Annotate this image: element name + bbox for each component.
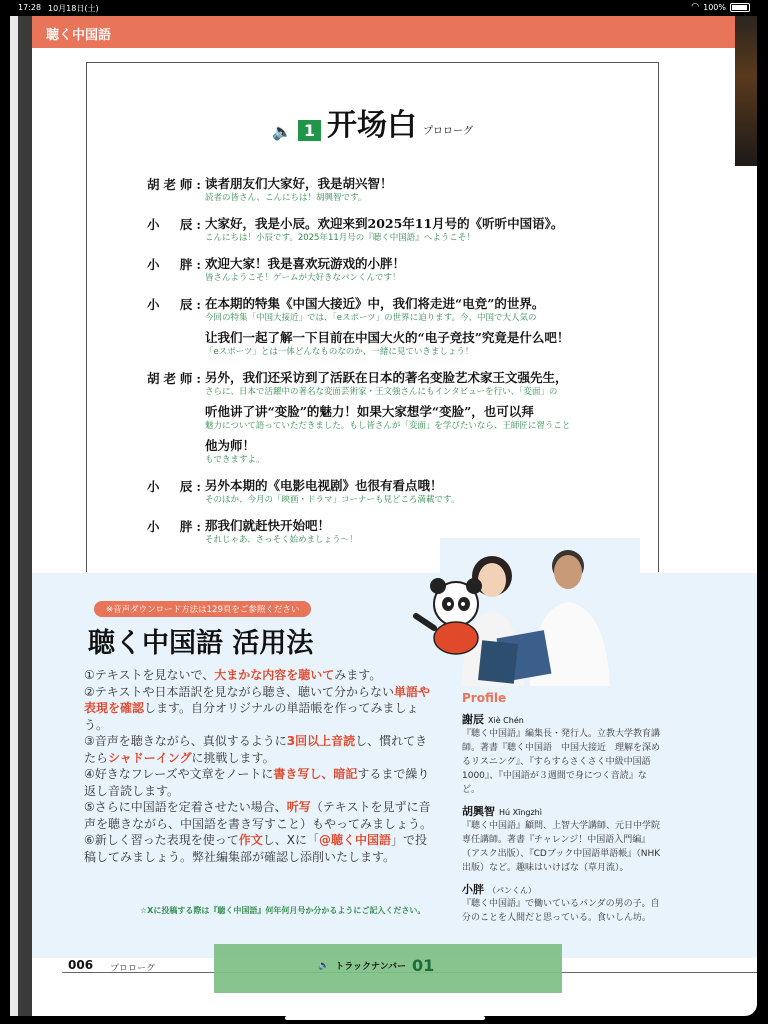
- status-date: 10月18日(土): [48, 4, 99, 13]
- status-right: [691, 2, 750, 12]
- track-number: 01: [411, 956, 435, 975]
- dialog-line: [147, 255, 617, 289]
- profile-name: 謝辰 Xiè Chén: [462, 713, 524, 726]
- dialog-line: [147, 295, 617, 363]
- profile-section: [462, 691, 662, 925]
- battery-percent: 100%: [703, 2, 726, 12]
- track-label[interactable]: [318, 956, 434, 975]
- chinese-text: 读者朋友们大家好，我是胡兴智！: [205, 176, 393, 191]
- adjacent-page-edge[interactable]: [735, 16, 757, 166]
- chinese-text: 另外，我们还采访到了活跃在日本的著名变脸艺术家王文强先生，: [205, 370, 568, 385]
- speaker-name: 小 胖:: [147, 257, 201, 272]
- chinese-text: 欢迎大家！我是喜欢玩游戏的小胖！: [205, 256, 406, 271]
- profile-name: 小胖 （パンくん）: [462, 883, 536, 896]
- usage-steps: [84, 667, 439, 865]
- track-label-text: トラックナンバー: [335, 962, 406, 972]
- japanese-translation: 読者の皆さん、こんにちは！胡興智です。: [205, 193, 367, 203]
- dialog-line: [147, 215, 617, 249]
- speaker-name: 胡老师:: [147, 371, 201, 386]
- chinese-text: 让我们一起了解一下目前在中国大火的“电子竞技”究竟是什么吧！: [205, 330, 570, 345]
- chinese-text: 在本期的特集《中国大接近》中，我们将走进“电竞”的世界。: [205, 296, 545, 311]
- status-bar: [0, 0, 768, 16]
- japanese-translation: 皆さんようこそ！ゲームが大好きなパンくんです！: [205, 273, 401, 283]
- status-time: 17:28: [18, 3, 42, 12]
- japanese-translation: 魅力について語っていただきました。もし皆さんが「変面」を学びたいなら、王師匠に習うこと: [205, 421, 571, 431]
- speaker-name: 小 辰:: [147, 297, 201, 312]
- usage-step: ④好きなフレーズや文章をノートに書き写し、暗記するまで繰り返し音読します。: [84, 767, 430, 798]
- usage-step: ②テキストや日本語訳を見ながら聴き、聴いて分からない単語や表現を確認します。自分オリジナルの単語帳を作ってみましょう。: [84, 684, 431, 732]
- chinese-text: 另外本期的《电影电视剧》也很有看点哦！: [205, 478, 443, 493]
- usage-step: ⑥新しく習った表現を使って作文し、Xに「@聴く中国語」で投稿してみましょう。弊社編集部が確認し添削いたします。: [84, 833, 428, 864]
- dialog-line: [147, 477, 617, 511]
- speaker-name: 胡老师:: [147, 177, 201, 192]
- profile-name: 胡興智 Hú Xīngzhì: [462, 805, 542, 818]
- profile-heading: Profile: [462, 691, 507, 705]
- dialog-lines: [147, 175, 617, 557]
- magazine-logo: 聴く中国語: [46, 28, 112, 43]
- wifi-icon: ◠: [691, 2, 700, 12]
- usage-title: 聴く中国語 活用法: [88, 628, 314, 659]
- dialog-title: 开场白: [327, 108, 418, 143]
- usage-step: ③音声を聴きながら、真似するように3回以上音読し、慣れてきたらシャドーイングに挑戦します。: [84, 734, 428, 765]
- japanese-translation: そのほか、今月の「映画・ドラマ」コーナーも見どころ満載です。: [205, 495, 460, 505]
- posting-footnote: ☆Xに投稿する際は『聴く中国語』何年何月号か分かるようにご記入ください。: [140, 906, 426, 915]
- dialog-subtitle: プロローグ: [423, 126, 474, 137]
- dialog-line: [147, 369, 617, 471]
- japanese-translation: それじゃあ、さっそく始めましょう～！: [205, 535, 358, 545]
- battery-icon: [730, 3, 750, 12]
- chinese-text: 大家好，我是小辰。欢迎来到2025年11月号的《听听中国语》。: [205, 216, 564, 231]
- chinese-text: 听他讲了讲“变脸”的魅力！如果大家想学“变脸”，也可以拜: [205, 404, 534, 419]
- home-indicator[interactable]: [285, 1016, 485, 1020]
- usage-step: ⑤さらに中国語を定着させたい場合、听写（テキストを見ずに音声を聴きながら、中国語を書き写すこと）もやってみましょう。: [84, 800, 433, 831]
- chinese-text: 那我们就赶快开始吧！: [205, 518, 331, 533]
- speaker-name: 小 辰:: [147, 217, 201, 232]
- usage-step: ①テキストを見ないで、大まかな内容を聴いてみます。: [84, 668, 382, 682]
- japanese-translation: 「eスポーツ」とは一体どんなものなのか、一緒に見ていきましょう！: [205, 347, 474, 357]
- page-number: 006: [68, 958, 94, 972]
- track-number-badge: 1: [298, 120, 321, 141]
- speaker-name: 小 辰:: [147, 479, 201, 494]
- profile-desc: 『聴く中国語』編集長・発行人。立教大学教育講師。著書『聴く中国語 中国大接近 理解を深めるリスニング』、『すらすらさくさく中級中国語1000』、『中国語が３週間で身につく音読』など。: [462, 729, 661, 795]
- profile-desc: 『聴く中国語』顧問、上智大学講師、元日中学院専任講師。著書『チャレンジ！中国語入門編』（アスク出版）、『CDブック中国語単語帳』（NHK出版）など。趣味はいけばな（草月流）。: [462, 821, 661, 873]
- page-spine: [10, 16, 32, 1016]
- japanese-translation: 今回の特集「中国大接近」では、「eスポーツ」の世界に迫ります。今、中国で大人気の: [205, 313, 537, 323]
- download-note: ※音声ダウンロード方法は129頁をご参照ください: [94, 601, 311, 617]
- japanese-translation: さらに、日本で活躍中の著名な変面芸術家・王文強さんにもインタビューを行い、「変面」の: [205, 387, 558, 397]
- header-bar: [32, 16, 757, 48]
- speaker-name: 小 胖:: [147, 519, 201, 534]
- dialog-title-row: [87, 108, 658, 143]
- speaker-icon: 🔈: [318, 960, 330, 971]
- section-label: プロローグ: [110, 964, 156, 974]
- book-page[interactable]: [10, 16, 757, 1016]
- japanese-translation: こんにちは！小辰です。2025年11月号の『聴く中国語』へようこそ！: [205, 233, 475, 243]
- profile-desc: 『聴く中国語』で働いているパンダの男の子。自分のことを人間だと思っている。食いしん坊。: [462, 899, 660, 923]
- speaker-icon[interactable]: 🔈: [271, 122, 292, 141]
- chinese-text: 他为师！: [205, 438, 256, 453]
- dialog-frame: [86, 62, 659, 572]
- panda-mascot: [412, 576, 502, 656]
- japanese-translation: もできますよ。: [205, 455, 265, 465]
- dialog-line: [147, 175, 617, 209]
